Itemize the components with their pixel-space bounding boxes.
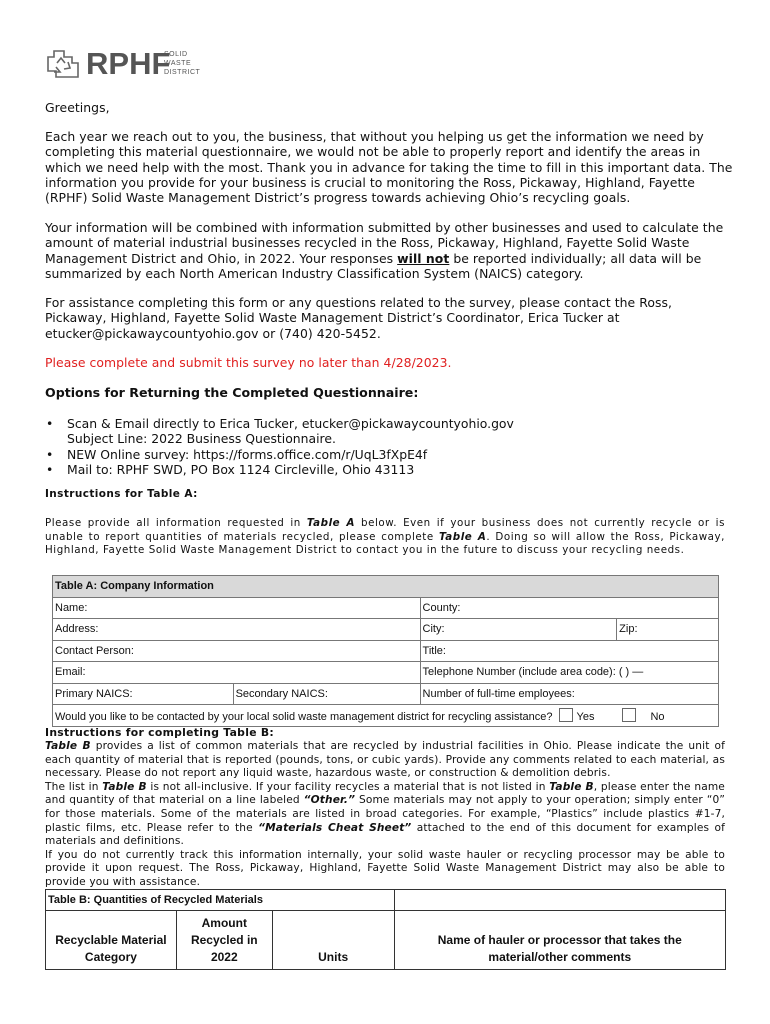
county-field[interactable]: County: <box>420 597 718 619</box>
employees-field[interactable]: Number of full-time employees: <box>420 683 718 705</box>
no-label: No <box>650 710 665 723</box>
zip-field[interactable]: Zip: <box>617 619 719 641</box>
contact-person-field[interactable]: Contact Person: <box>53 640 421 662</box>
telephone-field[interactable]: Telephone Number (include area code): ( ) — <box>420 662 718 684</box>
return-options-list <box>45 416 514 477</box>
table-b-title: Table B: Quantities of Recycled Materials <box>46 890 395 911</box>
intro-paragraph: Each year we reach out to you, the business, that without you helping us get the information we need by completing this material questionnaire, we would not be able to properly report and identify the areas in which we need help with the most. Thank you in advance for taking the time to fill in this important data. The information you provide for your business is crucial to monitoring the Ross, Pickaway, Highland, Fayette (RPHF) Solid Waste Management District’s progress towards achieving Ohio’s recycling goals. <box>45 129 733 206</box>
city-field[interactable]: City: <box>420 619 617 641</box>
col-material-category: Recyclable Material Category <box>46 911 177 970</box>
instructions-table-b-heading: Instructions for completing Table B: <box>45 726 275 739</box>
options-heading: Options for Returning the Completed Questionnaire: <box>45 385 419 400</box>
yes-checkbox[interactable] <box>559 708 573 722</box>
address-field[interactable]: Address: <box>53 619 421 641</box>
name-field[interactable]: Name: <box>53 597 421 619</box>
recycled-materials-table <box>45 889 726 970</box>
logo-subtitle: SOLID WASTE DISTRICT <box>164 51 201 76</box>
no-checkbox[interactable] <box>622 708 636 722</box>
rphf-logo <box>46 46 201 82</box>
instructions-table-a-heading: Instructions for Table A: <box>45 488 198 500</box>
secondary-naics-field[interactable]: Secondary NAICS: <box>233 683 420 705</box>
data-usage-paragraph: Your information will be combined with information submitted by other businesses and used to calculate the amount of material industrial businesses recycled in the Ross, Pickaway, Highland, Fayette Solid Waste Management District and Ohio, in 2022. Your responses will not be reported individually; all data will be summarized by each North American Industry Classification System (NAICS) category. <box>45 220 724 281</box>
title-field[interactable]: Title: <box>420 640 718 662</box>
instructions-table-a: Please provide all information requested in Table A below. Even if your business does not currently recycle or is unable to report quantities of materials recycled, please complete Table A. Doing so will allow the Ross, Pickaway, Highland, Fayette Solid Waste Management District to contact you in the future to discuss your recycling needs. <box>45 517 725 557</box>
list-item: • Scan & Email directly to Erica Tucker, etucker@pickawaycountyohio.gov Subject Line: 2022 Business Questionnaire. <box>46 416 514 447</box>
list-item: • Mail to: RPHF SWD, PO Box 1124 Circleville, Ohio 43113 <box>46 461 415 477</box>
recycle-logo-icon <box>46 49 80 79</box>
email-field[interactable]: Email: <box>53 662 421 684</box>
col-amount-recycled: Amount Recycled in 2022 <box>176 911 272 970</box>
list-item: • NEW Online survey: https://forms.office.com/r/UqL3fXpE4f <box>46 446 428 462</box>
primary-naics-field[interactable]: Primary NAICS: <box>53 683 234 705</box>
instructions-table-b: Table B provides a list of common materials that are recycled by industrial facilities in Ohio. Please indicate the unit of each quantity of material that is reported (pounds, tons, or cubic yards). Provide any comments related to each material, as necessary. Please do not report any liquid waste, hazardous waste, or construction & demolition debris. The list in Table B is not all-inclusive. If your facility recycles a material that is not listed in Table B, please enter the name and quantity of that material on a line labeled “Other.” Some materials may not apply to your operation; simply enter “0” for those materials. Some of the materials are listed in broad categories. For example, “Plastics” include plastics #1-7, plastic films, etc. Please refer to the “Materials Cheat Sheet” attached to the end of this document for examples of materials and definitions. If you do not currently track this information internally, your solid waste hauler or recycling processor may be able to provide it upon request. The Ross, Pickaway, Highland, Fayette Solid Waste Management District may also be able to provide you with assistance. <box>45 740 725 888</box>
table-a-title: Table A: Company Information <box>53 576 719 598</box>
col-hauler-comments: Name of hauler or processor that takes the material/other comments <box>394 911 725 970</box>
greeting: Greetings, <box>45 100 110 115</box>
col-units: Units <box>272 911 394 970</box>
assistance-paragraph: For assistance completing this form or any questions related to the survey, please contact the Ross, Pickaway, Highland, Fayette Solid Waste Management District’s Coordinator, Erica Tucker at etucker@pickawaycountyohio.gov or (740) 420-5452. <box>45 295 672 341</box>
contact-preference-row: Would you like to be contacted by your local solid waste management district for recycling assistance? Yes No <box>53 705 719 727</box>
will-not-emphasis: will not <box>397 250 450 266</box>
logo-wordmark: RPHF <box>86 46 171 81</box>
yes-label: Yes <box>576 710 595 723</box>
company-information-table <box>52 575 719 727</box>
deadline-notice: Please complete and submit this survey no later than 4/28/2023. <box>45 355 452 370</box>
